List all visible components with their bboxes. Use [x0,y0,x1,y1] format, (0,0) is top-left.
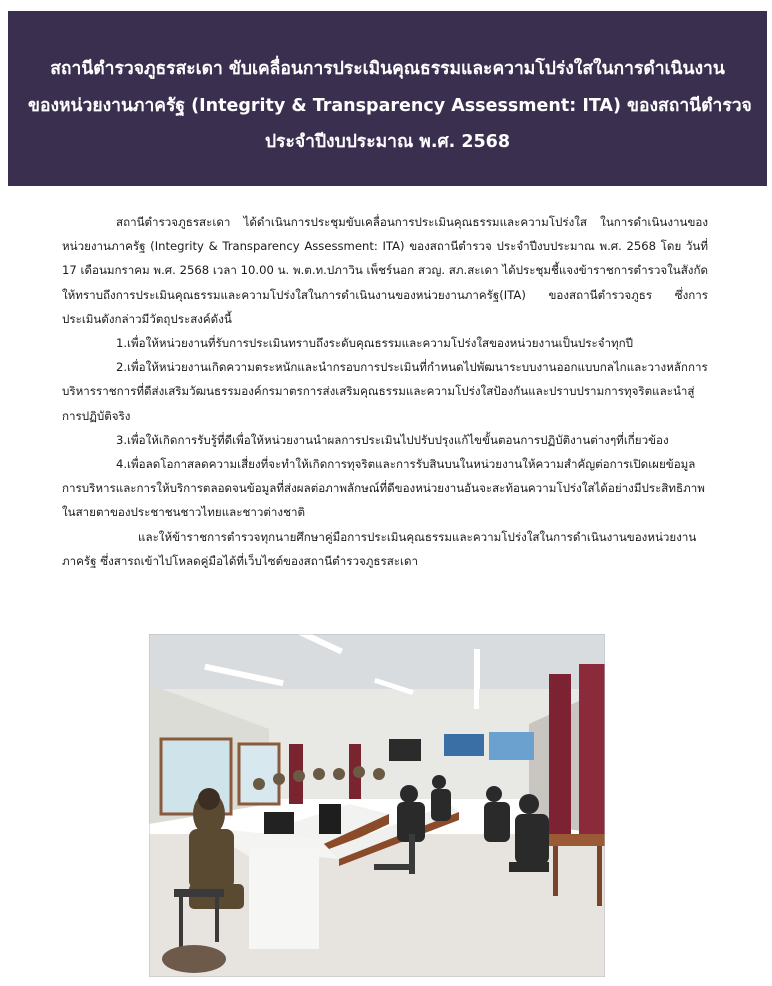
page-header [8,11,767,186]
objective-item-1: 1.เพื่อให้หน่วยงานที่รับการประเมินทราบถึงระดับคุณธรรมและความโปร่งใสของหน่วยงานเป็นประจำทุกปี [116,336,634,351]
page-title-line-2: ของหน่วยงานภาครัฐ (Integrity & Transparency Assessment: ITA) ของสถานีตำรวจ [28,95,752,116]
article-body [62,210,708,573]
objective-item-2: 2.เพื่อให้หน่วยงานเกิดความตระหนักและนำกรอบการประเมินที่กำหนดไปพัฒนาระบบงานออกแบบกลไกและวางหลักการบริหารราชการที่ดีส่งเสริมวัฒนธรรมองค์กรมาตรการส่งเสริมคุณธรรมและความโปร่งใสป้องกันและปราบปรามการทุจริตและนำสู่การปฏิบัติจริง [62,360,708,423]
page-title-line-1: สถานีตำรวจภูธรสะเดา ขับเคลื่อนการประเมินคุณธรรมและความโปร่งใสในการดำเนินงาน [50,59,725,79]
meeting-photo [149,634,605,977]
objective-item-3: 3.เพื่อให้เกิดการรับรู้ที่ดีเพื่อให้หน่วยงานนำผลการประเมินไปปรับปรุงแก้ไขขั้นตอนการปฏิบัติงานต่างๆที่เกี่ยวข้อง [116,432,669,447]
objective-item-4: 4.เพื่อลดโอกาสลดความเสี่ยงที่จะทำให้เกิดการทุจริตและการรับสินบนในหน่วยงานให้ความสำคัญต่อการเปิดเผยข้อมูลการบริหารและการให้บริการตลอดจนข้อมูลที่ส่งผลต่อภาพลักษณ์ที่ดีของหน่วยงานอันจะสะท้อนความโปร่งใสได้อย่างมีประสิทธิภาพในสายตาของประชาชนชาวไทยและชาวต่างชาติ [62,457,705,520]
page-title-line-3: ประจำปีงบประมาณ พ.ศ. 2568 [264,132,511,152]
intro-paragraph: สถานีตำรวจภูธรสะเดา ได้ดำเนินการประชุมขับเคลื่อนการประเมินคุณธรรมและความโปร่งใส ในการดำเนินงานของหน่วยงานภาครัฐ (Integrity & Transparency Assessment: ITA) ของสถานีตำรวจ ประจำปีงบประมาณ พ.ศ. 2568 โดย วันที่ 17 เดือนมกราคม พ.ศ. 2568 เวลา 10.00 น. พ.ต.ท.ปภาวิน เพ็ชร์นอก สวญ. สภ.สะเดา ได้ประชุมชี้แจงข้าราชการตำรวจในสังกัดให้ทราบถึงการประเมินคุณธรรมและความโปร่งใสในการดำเนินงานของหน่วยงานภาครัฐ(ITA) ของสถานีตำรวจภูธร ซึ่งการประเมินดังกล่าวมีวัตถุประสงค์ดังนี้ [62,215,708,326]
closing-paragraph: และให้ข้าราชการตำรวจทุกนายศึกษาคู่มือการประเมินคุณธรรมและความโปร่งใสในการดำเนินงานของหน่วยงานภาครัฐ ซึ่งสารถเข้าไปโหลดคู่มือได้ที่เว็บไซต์ของสถานีตำรวจภูธรสะเดา [62,529,697,568]
